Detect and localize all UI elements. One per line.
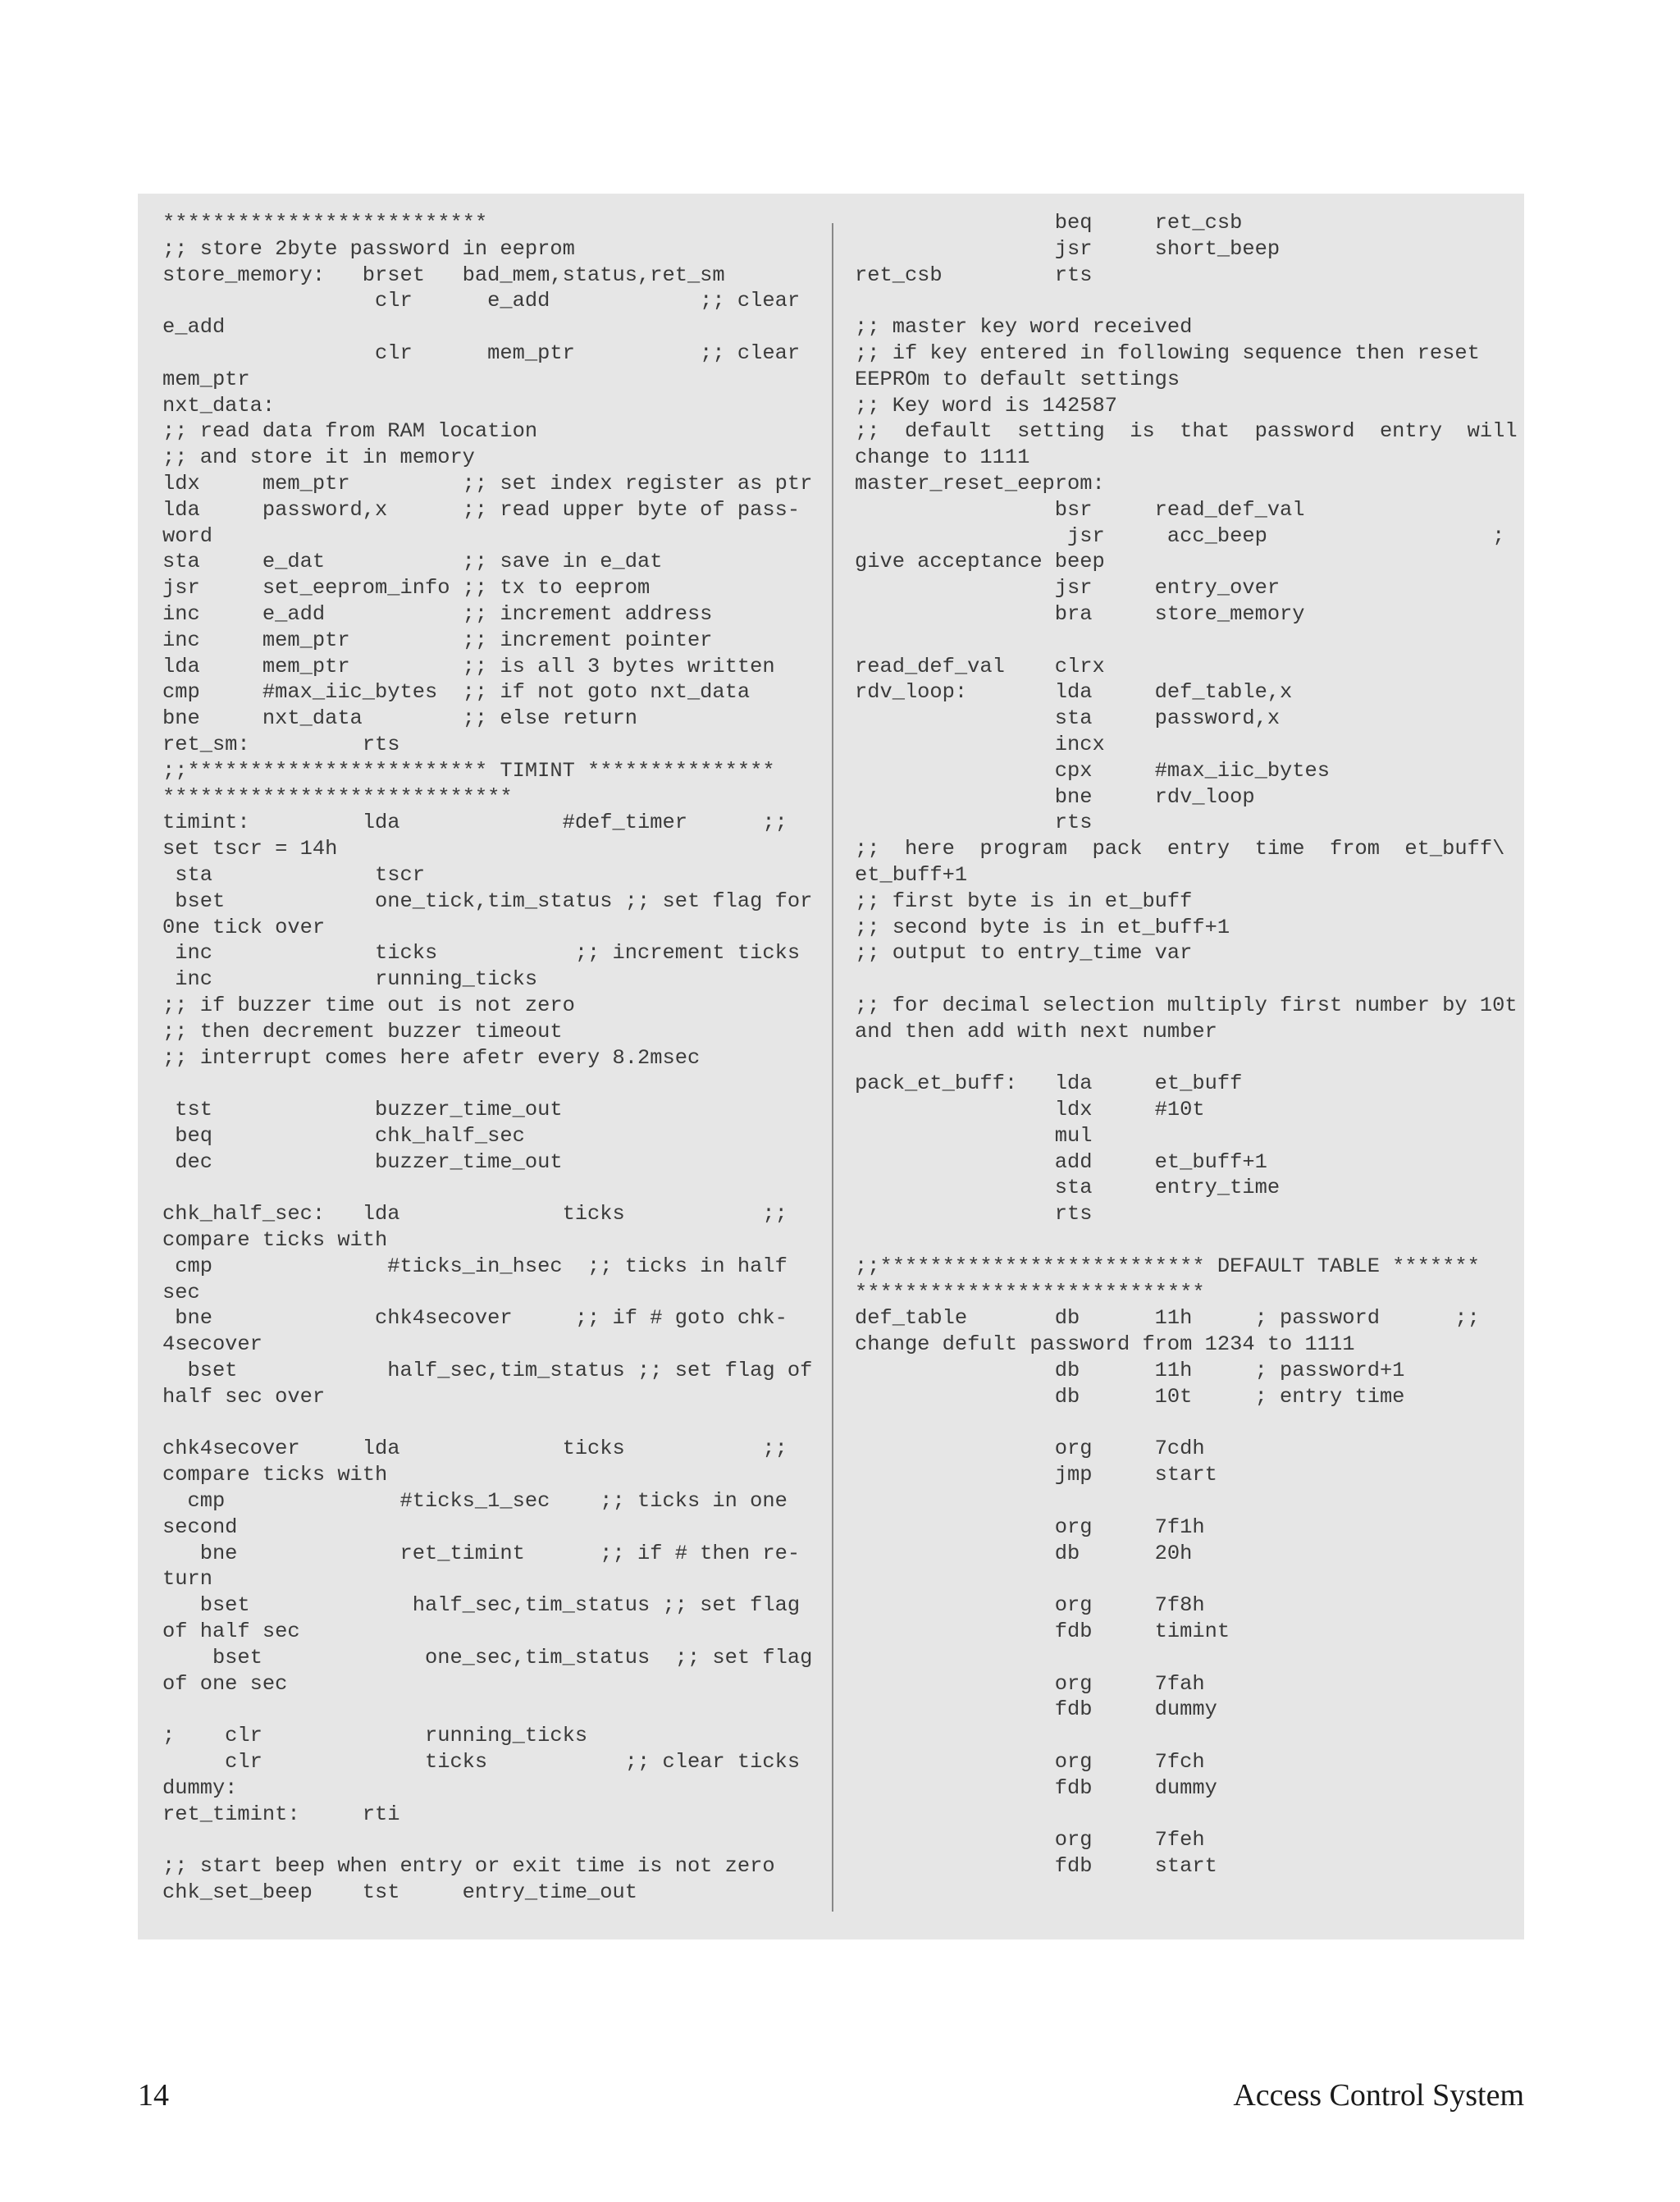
page-number: 14	[138, 2078, 169, 2113]
code-column-left: ************************** ;; store 2byte password in eeprom store_memory: brset bad_mem,status,ret_sm clr e_add ;; clear e_add clr mem_ptr ;; clear mem_ptr nxt_data: ;; read data from RAM location ;; and store it in memory ldx mem_ptr ;; set index register as ptr lda password,x ;; read upper byte of pass- word sta e_dat ;; save in e_dat jsr set_eeprom_info ;; tx to eeprom inc e_add ;; increment address inc mem_ptr ;; increment pointer lda mem_ptr ;; is all 3 bytes written cmp #max_iic_bytes ;; if not goto nxt_data bne nxt_data ;; else return ret_sm: rts ;;************************ TIMINT *************** **************************** timint: lda #def_timer ;; set tscr = 14h sta tscr bset one_tick,tim_status ;; set flag for 0ne tick over inc ticks ;; increment ticks inc running_ticks ;; if buzzer time out is not zero ;; then decrement buzzer timeout ;; interrupt comes here afetr every 8.2msec tst buzzer_time_out beq chk_half_sec dec buzzer_time_out chk_half_sec: lda ticks ;; compare ticks with cmp #ticks_in_hsec ;; ticks in half sec bne chk4secover ;; if # goto chk- 4secover bset half_sec,tim_status ;; set flag of half sec over chk4secover lda ticks ;; compare ticks with cmp #ticks_1_sec ;; ticks in one second bne ret_timint ;; if # then re- turn bset half_sec,tim_status ;; set flag of half sec bset one_sec,tim_status ;; set flag of one sec ; clr running_ticks clr ticks ;; clear ticks dummy: ret_timint: rti ;; start beep when entry or exit time is not zero chk_set_beep tst entry_time_out	[162, 211, 813, 1904]
code-listing-box	[138, 194, 1524, 1939]
code-column-right: beq ret_csb jsr short_beep ret_csb rts ;; master key word received ;; if key entered in following sequence then reset EEPROm to default settings ;; Key word is 142587 ;; default setting is that password entry will change to 1111 master_reset_eeprom: bsr read_def_val jsr acc_beep ; give acceptance beep jsr entry_over bra store_memory read_def_val clrx rdv_loop: lda def_table,x sta password,x incx cpx #max_iic_bytes bne rdv_loop rts ;; here program pack entry time from et_buff\ et_buff+1 ;; first byte is in et_buff ;; second byte is in et_buff+1 ;; output to entry_time var ;; for decimal selection multiply first number by 10t and then add with next number pack_et_buff: lda et_buff ldx #10t mul add et_buff+1 sta entry_time rts ;;************************** DEFAULT TABLE ******* **************************** def_table db 11h ; password ;; change defult password from 1234 to 1111 db 11h ; password+1 db 10t ; entry time org 7cdh jmp start org 7f1h db 20h org 7f8h fdb timint org 7fah fdb dummy org 7fch fdb dummy org 7feh fdb start	[855, 211, 1518, 1879]
running-title: Access Control System	[1233, 2078, 1524, 2113]
column-divider	[832, 223, 833, 1912]
